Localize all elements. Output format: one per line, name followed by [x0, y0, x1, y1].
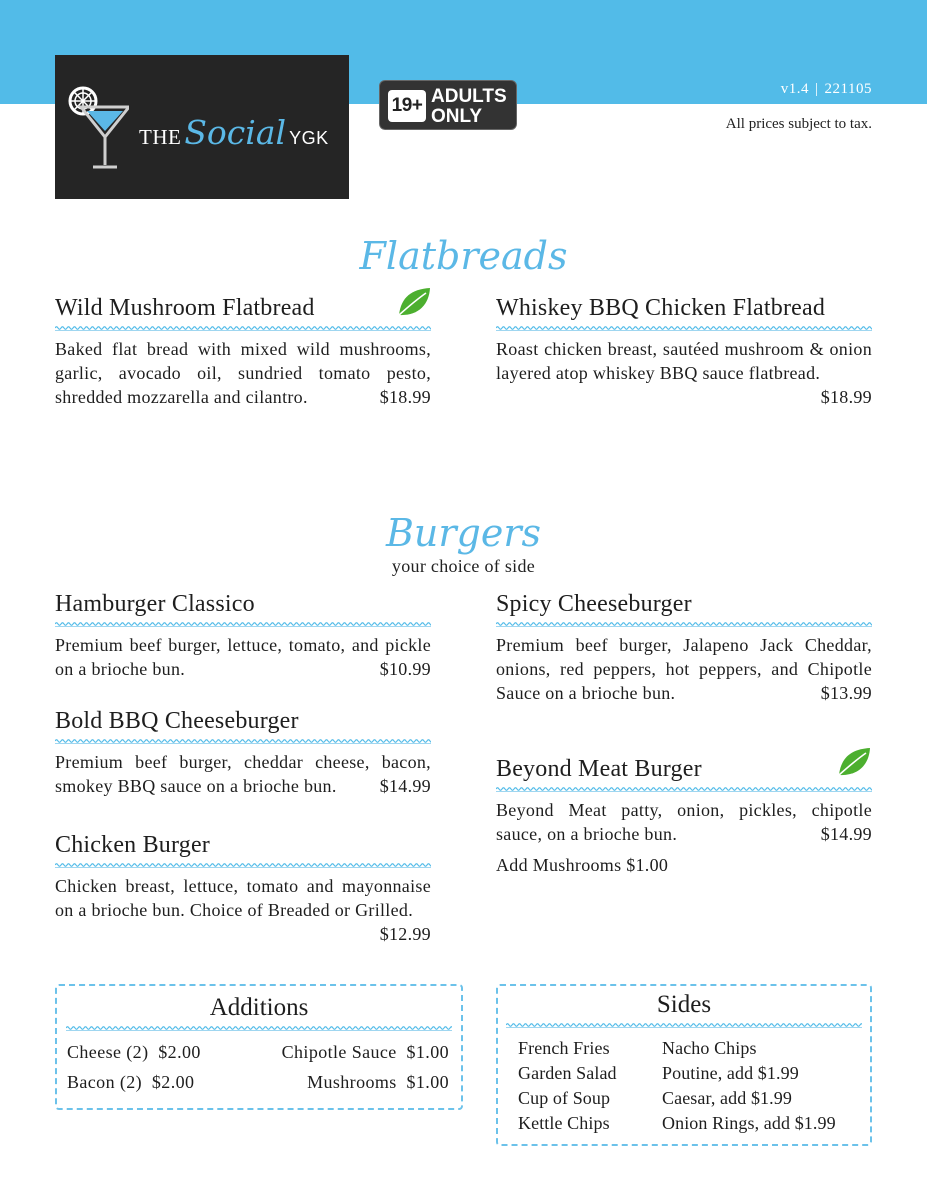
menu-item-bold-bbq-cheeseburger [55, 706, 431, 798]
menu-item-beyond-meat-burger [496, 754, 872, 877]
item-description [496, 798, 872, 846]
item-price: $10.99 [379, 659, 431, 679]
sides-title: Sides [656, 991, 712, 1018]
age-limit: 19+ [388, 90, 426, 122]
version-code: 221105 [824, 81, 872, 97]
martini-glass-icon [67, 85, 129, 175]
badge-line-2: ONLY [431, 106, 483, 127]
adults-only-text [431, 87, 507, 127]
version-label [781, 81, 872, 98]
item-price: $18.99 [820, 387, 872, 407]
burgers-subtitle: your choice of side [391, 556, 536, 576]
leaf-icon [396, 285, 432, 319]
addition-price: $1.00 [406, 1072, 449, 1092]
item-name: Wild Mushroom Flatbread [55, 295, 315, 321]
item-price: $14.99 [820, 824, 872, 844]
item-description [55, 874, 431, 944]
item-price: $12.99 [379, 924, 431, 944]
addition-name: Cheese (2) [67, 1042, 149, 1062]
addition-chipotle-sauce [282, 1042, 449, 1063]
divider-squiggle [66, 1024, 452, 1032]
side-item: Nacho Chips [662, 1038, 757, 1058]
addition-cheese [67, 1042, 201, 1063]
menu-item-wild-mushroom-flatbread [55, 293, 431, 409]
item-description [496, 633, 872, 705]
additions-title: Additions [209, 994, 309, 1021]
divider-squiggle [55, 324, 431, 332]
divider-squiggle [55, 861, 431, 869]
side-item: Onion Rings, add $1.99 [662, 1113, 836, 1133]
addition-name: Bacon (2) [67, 1072, 143, 1092]
item-price: $13.99 [820, 683, 872, 703]
item-name: Bold BBQ Cheeseburger [55, 708, 299, 734]
addition-mushrooms [307, 1072, 449, 1093]
item-name: Hamburger Classico [55, 591, 255, 617]
item-description-text: Premium beef burger, lettuce, tomato, and pickle on a brioche bun. [55, 635, 431, 679]
adults-only-badge [379, 80, 517, 130]
item-name: Whiskey BBQ Chicken Flatbread [496, 295, 826, 321]
addition-name: Chipotle Sauce [281, 1042, 397, 1062]
badge-line-1: ADULTS [431, 86, 507, 107]
item-name: Beyond Meat Burger [496, 756, 702, 782]
logo-social: Social [184, 113, 287, 152]
menu-item-chicken-burger [55, 830, 431, 946]
divider-squiggle [496, 785, 872, 793]
side-item: Kettle Chips [518, 1113, 610, 1133]
item-description [55, 337, 431, 409]
addition-price: $2.00 [151, 1072, 195, 1092]
divider-squiggle [496, 324, 872, 332]
item-description-text: Beyond Meat patty, onion, pickles, chipotle sauce, on a brioche bun. [496, 800, 872, 844]
menu-item-whiskey-bbq-chicken-flatbread [496, 293, 872, 409]
logo-wordmark [139, 113, 329, 152]
side-item: French Fries [518, 1038, 610, 1058]
item-description-text: Premium beef burger, Jalapeno Jack Cheddar, onions, red peppers, hot peppers, and Chipotle Sauce on a brioche bun. [496, 635, 872, 703]
side-item: Cup of Soup [518, 1088, 611, 1108]
item-description-text: Roast chicken breast, sautéed mushroom & onion layered atop whiskey BBQ sauce flatbread. [496, 339, 872, 383]
divider-squiggle [496, 620, 872, 628]
side-item: Poutine, add $1.99 [662, 1063, 799, 1083]
item-name: Chicken Burger [55, 832, 210, 858]
logo-ygk: YGK [289, 128, 329, 148]
flatbreads-title: Flatbreads [359, 234, 568, 278]
version-separator: | [815, 81, 819, 97]
addition-bacon [67, 1072, 194, 1093]
item-price: $18.99 [379, 387, 431, 407]
menu-item-hamburger-classico [55, 589, 431, 681]
item-addon-note: Add Mushrooms $1.00 [496, 855, 669, 875]
item-price: $14.99 [379, 776, 431, 796]
item-description-text: Chicken breast, lettuce, tomato and mayonnaise on a brioche bun. Choice of Breaded or Grilled. [55, 876, 431, 920]
item-description-text: Premium beef burger, cheddar cheese, bacon, smokey BBQ sauce on a brioche bun. [55, 752, 431, 796]
addition-name: Mushrooms [307, 1072, 397, 1092]
side-item: Caesar, add $1.99 [662, 1088, 792, 1108]
divider-squiggle [55, 737, 431, 745]
tax-note: All prices subject to tax. [725, 116, 872, 132]
leaf-icon [836, 745, 872, 779]
logo [55, 55, 349, 199]
side-item: Garden Salad [518, 1063, 617, 1083]
item-name: Spicy Cheeseburger [496, 591, 692, 617]
menu-item-spicy-cheeseburger [496, 589, 872, 705]
item-description [55, 633, 431, 681]
addition-price: $2.00 [158, 1042, 201, 1062]
version-number: v1.4 [780, 81, 810, 97]
divider-squiggle [506, 1021, 862, 1029]
item-description [496, 337, 872, 407]
additions-box [55, 984, 463, 1110]
addition-price: $1.00 [406, 1042, 449, 1062]
item-description [55, 750, 431, 798]
divider-squiggle [55, 620, 431, 628]
item-description-text: Baked flat bread with mixed wild mushrooms, garlic, avocado oil, sundried tomato pesto, shredded mozzarella and cilantro. [55, 339, 431, 407]
burgers-title: Burgers [385, 511, 542, 555]
logo-the: THE [139, 125, 182, 149]
sides-box [496, 984, 872, 1146]
